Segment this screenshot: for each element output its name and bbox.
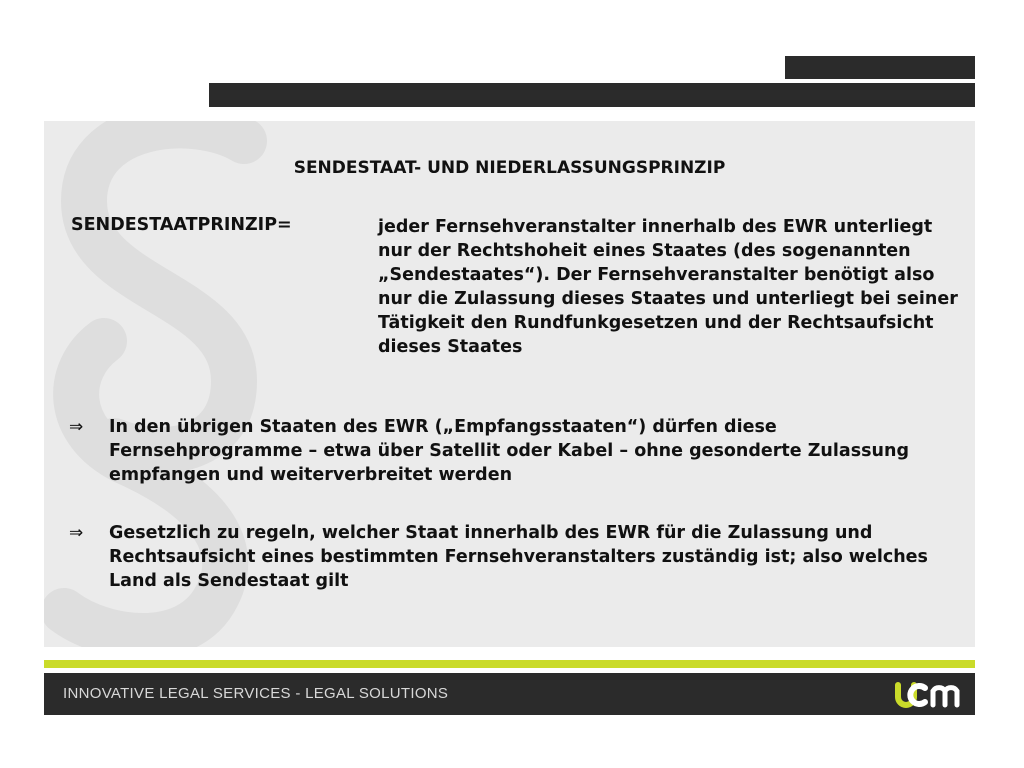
implies-arrow-icon: ⇒ [69, 417, 84, 437]
bullet-text: Gesetzlich zu regeln, welcher Staat innerhalb des EWR für die Zulassung und Rechtsaufsicht eines bestimmten Fernsehveranstalters zuständig ist; also welches Land als Sendestaat gilt [109, 523, 928, 591]
bullet-item [69, 521, 949, 593]
definition-term: SENDESTAATPRINZIP= [71, 215, 292, 235]
header-bar-small [785, 56, 975, 79]
header-bar-large [209, 83, 975, 107]
footer-bar [44, 673, 975, 715]
implies-arrow-icon: ⇒ [69, 523, 84, 543]
ucm-logo-icon [893, 679, 961, 709]
bullet-text: In den übrigen Staaten des EWR („Empfangsstaaten“) dürfen diese Fernsehprogramme – etwa über Satellit oder Kabel – ohne gesonderte Zulassung empfangen und weiterverbreitet werden [109, 417, 909, 485]
slide-title: SENDESTAAT- UND NIEDERLASSUNGSPRINZIP [293, 158, 726, 178]
definition-text: jeder Fernsehveranstalter innerhalb des EWR unterliegt nur der Rechtshoheit eines Staates (des sogenannten „Sendestaates“). Der Fernsehveranstalter benötigt also nur die Zulassung dieses Staates und unterliegt bei seiner Tätigkeit den Rundfunkgesetzen und der Rechtsaufsicht dieses Staates [378, 217, 958, 357]
content-panel [44, 121, 975, 647]
footer-tagline: INNOVATIVE LEGAL SERVICES - LEGAL SOLUTIONS [63, 685, 449, 702]
accent-stripe [44, 660, 975, 668]
bullet-item [69, 415, 949, 487]
